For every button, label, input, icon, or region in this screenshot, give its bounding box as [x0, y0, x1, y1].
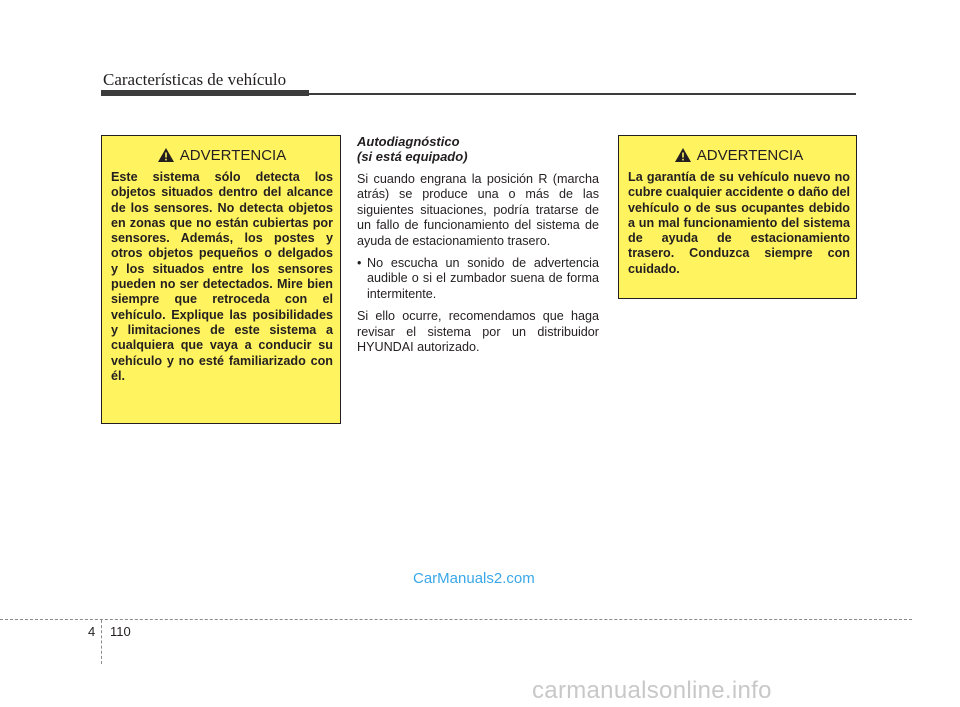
- self-diagnosis-section: [357, 134, 599, 362]
- section-paragraph-1: Si cuando engrana la posición R (marcha atrás) se produce una o más de las siguientes situaciones, podría tratarse de un fallo de funcionamiento del sistema de ayuda de estacionamiento trasero.: [357, 172, 599, 248]
- section-paragraph-2: Si ello ocurre, recomendamos que haga revisar el sistema por un distribuidor HYUNDAI autorizado.: [357, 309, 599, 355]
- header-rule-thin: [309, 93, 856, 95]
- warning-box-right: [618, 135, 857, 299]
- footer-dashed-divider: [101, 620, 102, 664]
- warning-heading-left: [111, 145, 333, 165]
- page-number: 110: [110, 624, 131, 639]
- footer-site-watermark: carmanualsonline.info: [532, 677, 772, 704]
- section-title: Autodiagnóstico: [357, 134, 460, 149]
- warning-triangle-icon: [158, 148, 174, 162]
- watermark-link[interactable]: CarManuals2.com: [413, 570, 535, 587]
- warning-triangle-icon: [675, 148, 691, 162]
- warning-title-right: ADVERTENCIA: [696, 146, 804, 164]
- footer-dashed-rule: [0, 619, 912, 620]
- list-item: [357, 256, 599, 302]
- warning-text-left: Este sistema sólo detecta los objetos situados dentro del alcance de los sensores. No detecta objetos en zonas que no están cubiertas por sensores. Además, los postes y otros objetos pequeños o delgados y los situados entre los sensores pueden no ser detectados. Mire bien siempre que retroceda con el vehículo. Explique las posibilidades y limitaciones de este sistema a cualquiera que vaya a conducir su vehículo y no esté familiarizado con él.: [111, 170, 333, 383]
- warning-heading-right: [628, 145, 850, 165]
- header-rule-thick: [101, 90, 309, 96]
- page-header-title: Características de vehículo: [103, 70, 287, 89]
- chapter-number: 4: [88, 624, 96, 639]
- bullet-text: No escucha un sonido de advertencia audible o si el zumbador suena de forma intermitente.: [367, 256, 599, 301]
- warning-title-left: ADVERTENCIA: [179, 146, 287, 164]
- warning-text-right: La garantía de su vehículo nuevo no cubre cualquier accidente o daño del vehículo o de sus ocupantes debido a un mal funcionamiento del sistema de ayuda de estacionamiento trasero. Conduzca siempre con cuidado.: [628, 170, 850, 276]
- section-subtitle: (si está equipado): [357, 149, 468, 164]
- warning-box-left: [101, 135, 341, 424]
- bullet-icon: •: [357, 256, 362, 271]
